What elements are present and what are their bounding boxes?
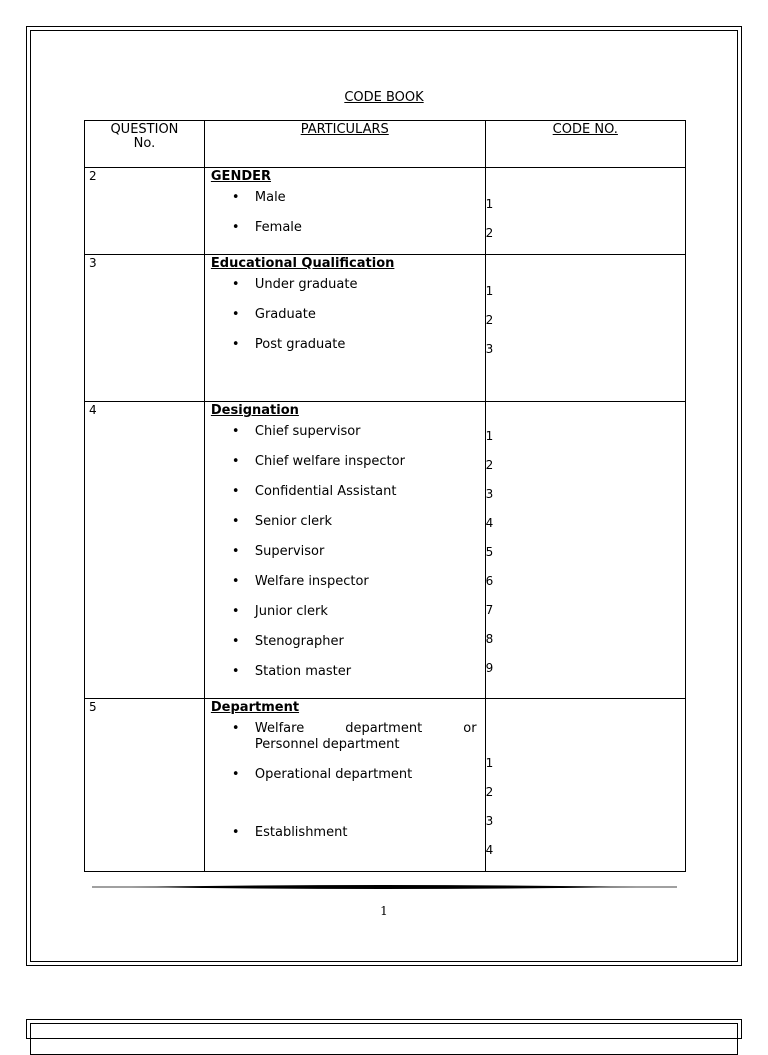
table-row bbox=[85, 402, 686, 699]
code-value: 2 bbox=[485, 785, 494, 799]
list-item: • Chief welfare inspector bbox=[231, 454, 405, 469]
header-particulars: PARTICULARS bbox=[204, 121, 485, 168]
code-value: 1 bbox=[485, 197, 494, 211]
particulars-cell bbox=[204, 402, 485, 699]
section-title: Educational Qualification bbox=[210, 256, 395, 271]
code-value: 6 bbox=[485, 574, 494, 588]
codebook-table bbox=[84, 120, 686, 872]
bullet-icon: • bbox=[231, 277, 240, 292]
list-item: • Welfare department or Personnel department bbox=[231, 721, 477, 752]
next-page-border bbox=[26, 1019, 742, 1039]
list-item: • Chief supervisor bbox=[231, 424, 361, 439]
bullet-icon: • bbox=[231, 574, 240, 589]
bullet-icon: • bbox=[231, 604, 240, 619]
code-cell bbox=[485, 255, 685, 402]
footer-rule bbox=[92, 884, 677, 890]
bullet-icon: • bbox=[231, 767, 240, 782]
code-value: 1 bbox=[485, 756, 494, 770]
header-question: QUESTION No. bbox=[85, 121, 205, 168]
bullet-icon: • bbox=[231, 307, 240, 322]
code-cell bbox=[485, 168, 685, 255]
table-row bbox=[85, 699, 686, 872]
table-row bbox=[85, 255, 686, 402]
code-cell bbox=[485, 402, 685, 699]
list-item: • Station master bbox=[231, 664, 352, 679]
bullet-icon: • bbox=[231, 220, 240, 235]
list-item: • Male bbox=[231, 190, 286, 205]
list-item: • Post graduate bbox=[231, 337, 346, 352]
list-item: • Operational department bbox=[231, 767, 413, 782]
table-row bbox=[85, 168, 686, 255]
question-number: 3 bbox=[85, 255, 205, 402]
list-item: • Welfare inspector bbox=[231, 574, 369, 589]
bullet-icon: • bbox=[231, 454, 240, 469]
table-header-row bbox=[85, 121, 686, 168]
particulars-cell bbox=[204, 168, 485, 255]
page-number: 1 bbox=[380, 904, 388, 918]
particulars-cell bbox=[204, 255, 485, 402]
bullet-icon: • bbox=[231, 337, 240, 352]
code-value: 4 bbox=[485, 843, 494, 857]
list-item: • Graduate bbox=[231, 307, 316, 322]
list-item: • Female bbox=[231, 220, 302, 235]
bullet-icon: • bbox=[231, 664, 240, 679]
code-value: 1 bbox=[485, 429, 494, 443]
question-number: 5 bbox=[85, 699, 205, 872]
code-value: 2 bbox=[485, 313, 494, 327]
section-title: Department bbox=[210, 700, 300, 715]
list-item: • Confidential Assistant bbox=[231, 484, 397, 499]
bullet-icon: • bbox=[231, 544, 240, 559]
bullet-icon: • bbox=[231, 721, 240, 736]
bullet-icon: • bbox=[231, 424, 240, 439]
bullet-icon: • bbox=[231, 634, 240, 649]
bullet-icon: • bbox=[231, 825, 240, 840]
code-value: 4 bbox=[485, 516, 494, 530]
list-item: • Supervisor bbox=[231, 544, 325, 559]
code-value: 2 bbox=[485, 458, 494, 472]
section-title: Designation bbox=[210, 403, 299, 418]
code-value: 7 bbox=[485, 603, 494, 617]
code-value: 3 bbox=[485, 487, 494, 501]
list-item: • Establishment bbox=[231, 825, 348, 840]
list-item: • Senior clerk bbox=[231, 514, 333, 529]
code-value: 5 bbox=[485, 545, 494, 559]
code-value: 1 bbox=[485, 284, 494, 298]
list-item: • Stenographer bbox=[231, 634, 344, 649]
particulars-cell bbox=[204, 699, 485, 872]
bullet-icon: • bbox=[231, 190, 240, 205]
section-title: GENDER bbox=[210, 169, 272, 184]
code-cell bbox=[485, 699, 685, 872]
list-item: • Under graduate bbox=[231, 277, 358, 292]
code-value: 3 bbox=[485, 814, 494, 828]
code-value: 9 bbox=[485, 661, 494, 675]
code-value: 2 bbox=[485, 226, 494, 240]
question-number: 4 bbox=[85, 402, 205, 699]
bullet-icon: • bbox=[231, 514, 240, 529]
bullet-icon: • bbox=[231, 484, 240, 499]
footer-rule-swell bbox=[132, 885, 637, 889]
code-value: 8 bbox=[485, 632, 494, 646]
list-item: • Junior clerk bbox=[231, 604, 328, 619]
header-code: CODE NO. bbox=[485, 121, 685, 168]
page-title: CODE BOOK bbox=[344, 90, 424, 105]
code-value: 3 bbox=[485, 342, 494, 356]
question-number: 2 bbox=[85, 168, 205, 255]
